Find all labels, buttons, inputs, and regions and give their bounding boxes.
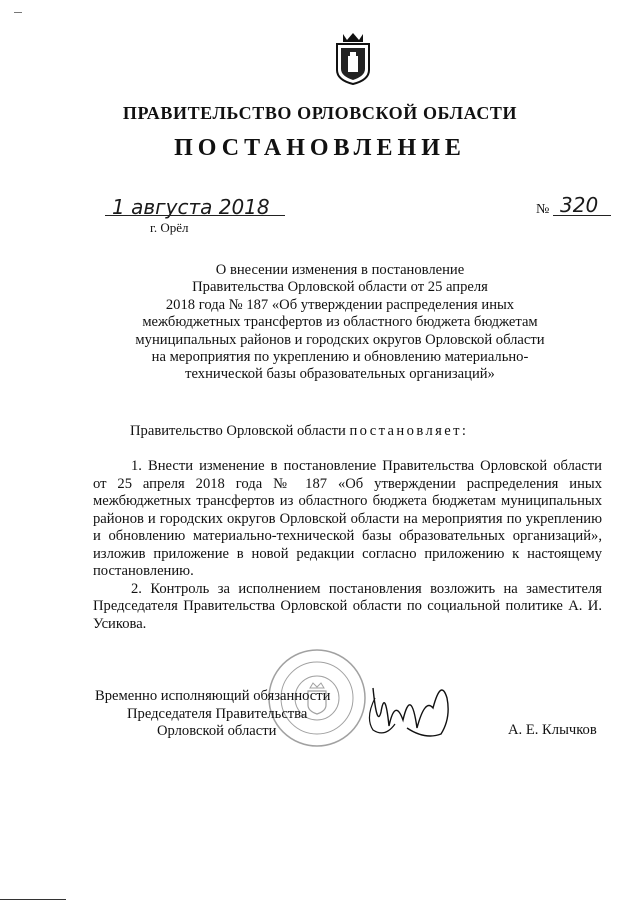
- signatory-line-1: Временно исполняющий обязанности: [95, 688, 331, 704]
- government-title: ПРАВИТЕЛЬСТВО ОРЛОВСКОЙ ОБЛАСТИ: [122, 103, 518, 123]
- number-underline: [553, 215, 611, 216]
- body-paragraph-2: 2. Контроль за исполнением постановления возложить на заместителя Председателя Правительства Орловской области по социальной политике А. И. Усикова.: [93, 580, 602, 632]
- coat-of-arms-icon: [333, 30, 373, 86]
- corner-mark: [14, 12, 22, 13]
- signatory-name: А. Е. Клычков: [508, 722, 597, 738]
- number-label: №: [536, 202, 550, 217]
- subject-line: Правительства Орловской области от 25 апреля: [192, 279, 488, 296]
- document-subject: [90, 262, 590, 384]
- preamble-text: Правительство Орловской области: [130, 423, 350, 439]
- footer-rule: [0, 899, 66, 900]
- signatory-line-3: Орловской области: [157, 723, 277, 739]
- subject-line: технической базы образовательных организаций»: [185, 366, 495, 383]
- signatory-position: [95, 688, 330, 741]
- document-type-title: ПОСТАНОВЛЕНИЕ: [174, 135, 466, 161]
- signatory-line-2: Председателя Правительства: [127, 705, 308, 722]
- handwritten-date: 1 августа 2018: [112, 195, 270, 219]
- subject-line: 2018 года № 187 «Об утверждении распределения иных: [165, 296, 515, 313]
- subject-line: муниципальных районов и городских округов Орловской области: [135, 331, 545, 348]
- preamble-decree-word: постановляет:: [349, 423, 469, 439]
- handwritten-signature-icon: [355, 668, 465, 748]
- date-underline: [105, 215, 285, 216]
- handwritten-number: 320: [560, 193, 599, 217]
- body-paragraph-1: 1. Внести изменение в постановление Правительства Орловской области от 25 апреля 2018 года № 187 «Об утверждении распределения иных межбюджетных трансфертов из областного бюджета бюджетам муниципальных районов и городских округов Орловской области на мероприятия по укреплению и обновлению материально-технической базы образовательных организаций», изложив приложение в новой редакции согласно приложению к настоящему постановлению.: [93, 458, 602, 579]
- subject-line: О внесении изменения в постановление: [215, 262, 465, 278]
- document-body: [93, 458, 602, 633]
- subject-line: межбюджетных трансфертов из областного бюджета бюджетам: [142, 314, 538, 331]
- subject-line: на мероприятия по укреплению и обновлению материально-: [151, 349, 529, 366]
- city-label: г. Орёл: [150, 220, 189, 235]
- preamble: [130, 423, 468, 440]
